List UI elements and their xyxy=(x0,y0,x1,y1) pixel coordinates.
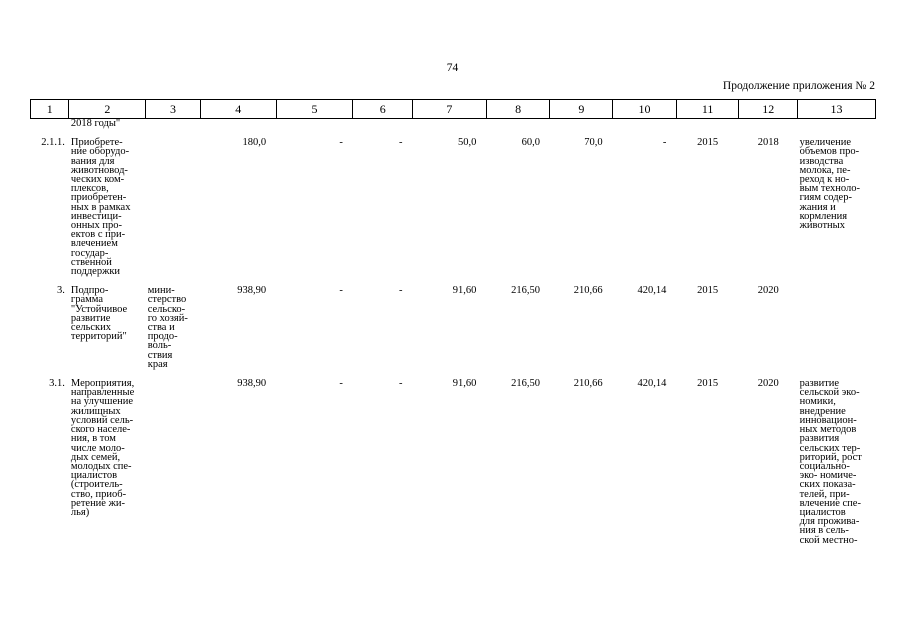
row-name xyxy=(69,286,146,369)
row-executor xyxy=(146,379,201,545)
row-name-line: влечением xyxy=(70,238,118,250)
program-table xyxy=(30,99,876,545)
row-end-year: 2018 xyxy=(757,137,779,149)
carry-over-row xyxy=(31,119,876,129)
row-executor-line: ства и xyxy=(147,322,175,334)
row-executor-line: воль- xyxy=(147,340,172,352)
column-header-1: 1 xyxy=(31,100,69,119)
row-start-year: 2015 xyxy=(697,285,719,297)
carry-over-text: 2018 годы" xyxy=(70,118,121,129)
row-name-line: ных в рамках xyxy=(70,201,131,213)
row-col7: 91,60 xyxy=(452,285,477,297)
row-executor-line: стерство xyxy=(147,294,187,306)
header-row xyxy=(31,100,876,119)
row-name-line: Мероприятия, xyxy=(70,378,135,390)
row-name-line: грамма xyxy=(70,294,104,306)
row-col10: 420,14 xyxy=(637,378,667,390)
row-col9: 70,0 xyxy=(584,137,603,149)
row-name xyxy=(69,379,146,545)
row-name-line: условий сель- xyxy=(70,414,134,426)
row-result-line: ской местно- xyxy=(799,534,858,546)
row-name-line: ского населе- xyxy=(70,424,131,436)
row-col8: 216,50 xyxy=(511,285,540,297)
row-result-line: сельской эко- xyxy=(799,387,860,399)
row-name-line: сельских xyxy=(70,322,112,334)
row-result-line: инновацион- xyxy=(799,414,857,426)
row-result-line: сельских тер- xyxy=(799,442,861,454)
row-result-line: вым техноло- xyxy=(799,183,860,195)
row-col6: - xyxy=(399,137,403,149)
column-header-10: 10 xyxy=(613,100,677,119)
row-name-line: дых семей, xyxy=(70,451,121,463)
row-result-line: влечение спе- xyxy=(799,497,861,509)
row-executor xyxy=(146,138,201,276)
row-result xyxy=(798,379,876,545)
row-result-line: ных методов xyxy=(799,424,857,436)
column-header-2: 2 xyxy=(69,100,146,119)
row-name-line: территорий" xyxy=(70,331,127,343)
row-result-line: ния в сель- xyxy=(799,525,849,537)
row-result-line: внедрение xyxy=(799,405,846,417)
row-result xyxy=(798,138,876,276)
row-name-line: ние оборудо- xyxy=(70,146,130,158)
row-col8: 216,50 xyxy=(511,378,540,390)
row-total: 180,0 xyxy=(242,137,267,149)
row-result-line: увеличение xyxy=(799,137,852,149)
row-col5: - xyxy=(339,137,343,149)
row-end-year: 2020 xyxy=(757,285,779,297)
table-row xyxy=(31,286,876,369)
row-name-line: числе моло- xyxy=(70,442,125,454)
row-result-line: развития xyxy=(799,433,840,445)
row-result-line: изводства xyxy=(799,155,844,167)
row-result-line: кормления xyxy=(799,210,848,222)
column-header-11: 11 xyxy=(676,100,739,119)
row-end-year: 2020 xyxy=(757,378,779,390)
row-col6: - xyxy=(399,378,403,390)
row-col8: 60,0 xyxy=(521,137,540,149)
row-name-line: (строитель- xyxy=(70,479,123,491)
row-name-line: ческих ком- xyxy=(70,174,125,186)
row-name-line: ектов с при- xyxy=(70,229,126,241)
row-name-line: молодых спе- xyxy=(70,460,132,472)
table-row xyxy=(31,379,876,545)
table-row xyxy=(31,138,876,276)
row-result-line: жания и xyxy=(799,201,836,213)
column-header-3: 3 xyxy=(146,100,201,119)
row-name-line: поддержки xyxy=(70,266,121,278)
row-name-line: жилищных xyxy=(70,405,121,417)
row-name-line: инвестици- xyxy=(70,210,122,222)
row-result-line: молока, пе- xyxy=(799,164,851,176)
row-executor-line: ствия xyxy=(147,349,173,361)
row-result-line: социально- xyxy=(799,460,850,472)
row-result-line: телей, при- xyxy=(799,488,850,500)
row-name-line: государ- xyxy=(70,247,109,259)
row-name-line: лья) xyxy=(70,506,90,518)
row-name-line: "Устойчивое xyxy=(70,303,128,315)
row-result-line: циалистов xyxy=(799,506,846,518)
row-result-line: риторий, рост xyxy=(799,451,862,463)
row-total: 938,90 xyxy=(237,285,267,297)
row-total: 938,90 xyxy=(237,378,267,390)
column-header-6: 6 xyxy=(353,100,413,119)
row-name-line: направленные xyxy=(70,387,135,399)
row-name-line: ретение жи- xyxy=(70,497,125,509)
row-name-line: на улучшение xyxy=(70,396,134,408)
row-executor-line: мини- xyxy=(147,285,175,297)
column-header-12: 12 xyxy=(739,100,798,119)
row-start-year: 2015 xyxy=(697,137,719,149)
row-col9: 210,66 xyxy=(573,285,603,297)
row-name-line: ственной xyxy=(70,256,112,268)
row-number: 3.1. xyxy=(49,378,65,390)
row-col5: - xyxy=(339,378,343,390)
row-result-line: эко- номиче- xyxy=(799,470,857,482)
row-result-line: ских показа- xyxy=(799,479,856,491)
row-result-line: животных xyxy=(799,220,845,232)
row-name-line: ния, в том xyxy=(70,433,116,445)
column-header-9: 9 xyxy=(550,100,613,119)
row-number: 2.1.1. xyxy=(41,137,65,149)
row-executor xyxy=(146,286,201,369)
row-number: 3. xyxy=(57,285,65,297)
row-start-year: 2015 xyxy=(697,378,719,390)
row-name-line: Приобрете- xyxy=(70,137,123,149)
column-header-7: 7 xyxy=(413,100,487,119)
row-result-line: развитие xyxy=(799,378,840,390)
row-col6: - xyxy=(399,285,403,297)
row-col5: - xyxy=(339,285,343,297)
page-number: 74 xyxy=(446,62,459,74)
row-name-line: развитие xyxy=(70,312,111,324)
row-result-line: объемов про- xyxy=(799,146,860,158)
row-result-line: для прожива- xyxy=(799,516,860,528)
row-col10: 420,14 xyxy=(637,285,667,297)
row-executor-line: продо- xyxy=(147,331,178,343)
row-col7: 50,0 xyxy=(457,137,477,149)
row-name xyxy=(69,138,146,276)
row-col9: 210,66 xyxy=(573,378,603,390)
row-result xyxy=(798,286,876,369)
row-result-line: номики, xyxy=(799,396,836,408)
column-header-5: 5 xyxy=(276,100,353,119)
row-name-line: вания для xyxy=(70,155,115,167)
row-name-line: онных про- xyxy=(70,220,122,232)
row-col7: 91,60 xyxy=(452,378,477,390)
column-header-13: 13 xyxy=(798,100,876,119)
row-name-line: приобретен- xyxy=(70,192,127,204)
row-executor-line: го хозяй- xyxy=(147,312,188,324)
row-name-line: Подпро- xyxy=(70,285,109,297)
row-result-line: реход к но- xyxy=(799,174,850,186)
row-result-line: гиям содер- xyxy=(799,192,852,204)
row-name-line: плексов, xyxy=(70,183,109,195)
column-header-4: 4 xyxy=(200,100,276,119)
row-name-line: ство, приоб- xyxy=(70,488,127,500)
row-executor-line: сельско- xyxy=(147,303,186,315)
row-name-line: животновод- xyxy=(70,164,128,176)
row-col10: - xyxy=(662,137,667,149)
column-header-8: 8 xyxy=(486,100,550,119)
row-executor-line: края xyxy=(147,358,168,370)
row-name-line: циалистов xyxy=(70,470,118,482)
continuation-caption: Продолжение приложения № 2 xyxy=(722,80,875,92)
